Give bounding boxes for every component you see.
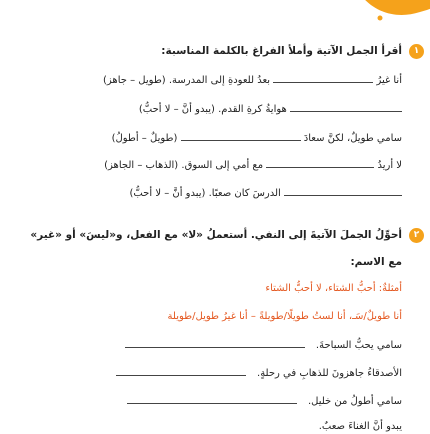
answer-blank[interactable] xyxy=(181,131,301,141)
exercise-2-instruction-cont: مع الاسم: xyxy=(350,256,402,268)
example-label: أمثلةٌ: xyxy=(378,283,402,294)
answer-blank[interactable] xyxy=(266,158,374,168)
answer-blank[interactable] xyxy=(284,186,402,196)
exercise-1-instruction: أقرأ الجمل الآتية وأملأ الفراغ بالكلمة المناسبة: xyxy=(161,45,402,57)
exercise-2-item-2: الأصدقاءُ جاهزونَ للذهابِ في رحلةٍ. xyxy=(6,366,402,381)
answer-blank[interactable] xyxy=(125,338,305,348)
exercise-2-item-4: يبدو أنَّ الغناءَ صعبٌ. xyxy=(318,421,402,432)
exercise-1-item-4: لا أريدُ مع أمي إلى السوق. (الذهاب – الجاهز) xyxy=(104,160,402,171)
exercise-1-number: ١ xyxy=(409,44,424,59)
exercise-1-item-3: سامي طويلٌ، لكنَّ سعادَ (طويلٌ – أطولُ) xyxy=(111,133,402,144)
example-1: أمثلةٌ: أحبُّ الشتاء، لا أحبُّ الشتاء xyxy=(265,283,402,294)
answer-blank[interactable] xyxy=(116,366,246,376)
exercise-2-number: ٢ xyxy=(409,228,424,243)
exercise-2-item-1: سامي يحبُّ السباحةَ. xyxy=(6,338,402,353)
example-2: أنا طويلٌ/سَـ، أنا لستُ طويلًا/طويلةً – أنا غيرُ طويل/طويلة xyxy=(167,311,402,322)
exercise-2-instruction: أحوِّلُ الجملَ الآتيةَ إلى النفي. أستعملُ «لا» مع الفعل، و«ليسَ» أو «غير» xyxy=(30,229,402,241)
answer-blank[interactable] xyxy=(273,73,373,83)
exercise-1-item-1: أنا غيرُ بعدُ للعودةِ إلى المدرسة. (طويل – جاهز) xyxy=(103,75,402,86)
exercise-2-item-3: سامي أطولُ من خليل. xyxy=(6,394,402,409)
answer-blank[interactable] xyxy=(290,102,402,112)
answer-blank[interactable] xyxy=(127,394,297,404)
exercise-1-item-5: الدرسَ كان صعبًا. (يبدو أنَّ – لا أحبُّ) xyxy=(6,186,402,201)
exercise-1-item-2: هوايةُ كرةِ القدم. (يبدو أنَّ – لا أحبُّ) xyxy=(6,102,402,117)
